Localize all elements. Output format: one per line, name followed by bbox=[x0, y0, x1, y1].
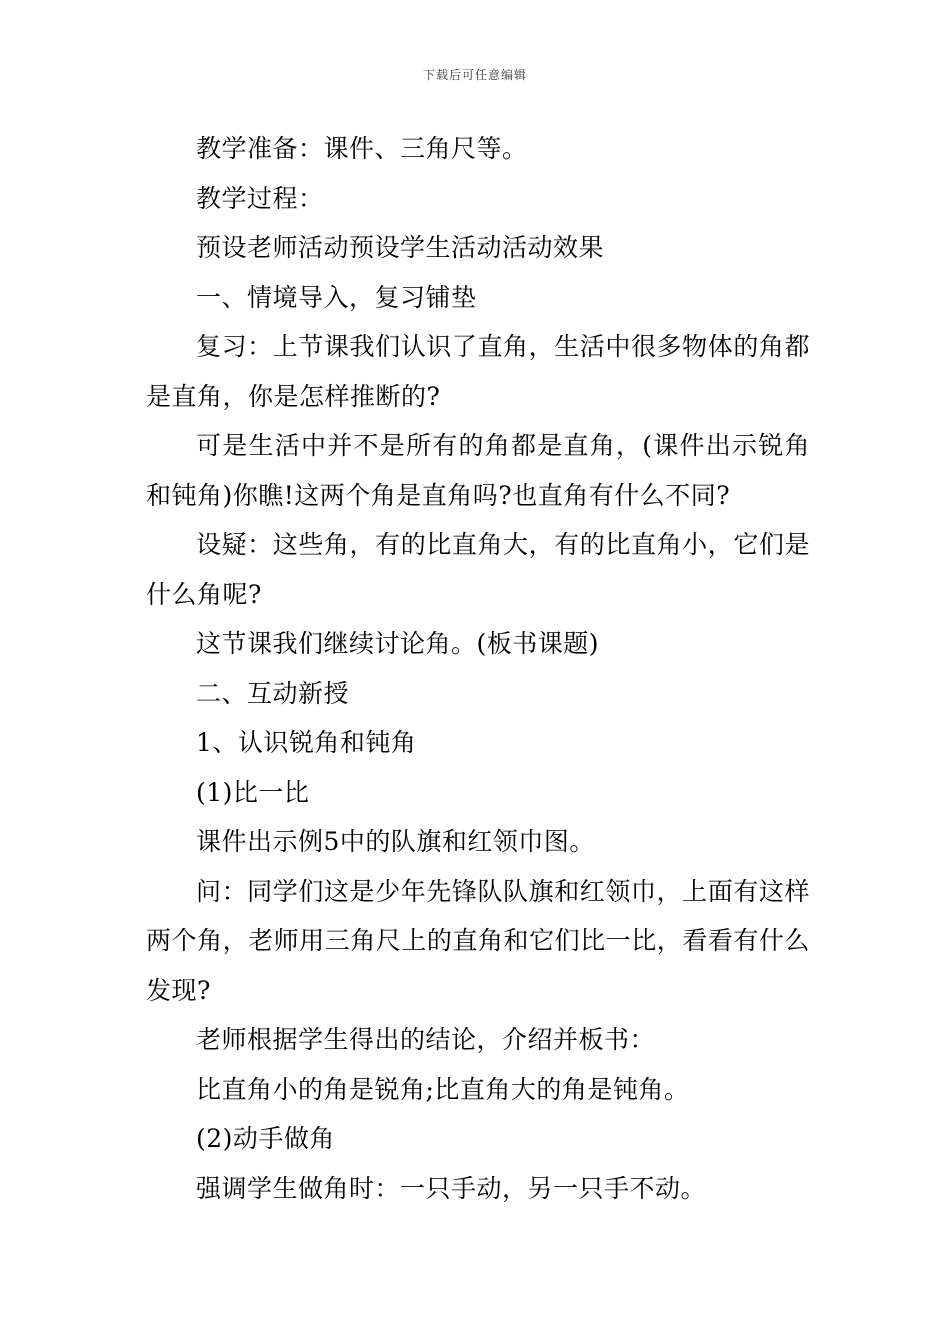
paragraph-emphasis: 强调学生做角时：一只手动，另一只手不动。 bbox=[196, 1173, 707, 1203]
subheading-compare: (1)比一比 bbox=[196, 777, 310, 807]
subheading-make-angle: (2)动手做角 bbox=[196, 1124, 335, 1153]
paragraph-process: 教学过程： bbox=[196, 183, 324, 213]
paragraph-doubt: 设疑：这些角，有的比直角大，有的比直角小，它们是什么角呢? bbox=[146, 530, 810, 609]
paragraph-definition: 比直角小的角是锐角;比直角大的角是钝角。 bbox=[196, 1074, 690, 1104]
paragraph-review: 复习：上节课我们认识了直角，生活中很多物体的角都是直角，你是怎样推断的? bbox=[146, 332, 810, 411]
paragraph-angles-question: 可是生活中并不是所有的角都是直角，(课件出示锐角和钝角)你瞧!这两个角是直角吗?也直角有什么不同? bbox=[146, 431, 810, 510]
paragraph-activity-header: 预设老师活动预设学生活动活动效果 bbox=[196, 233, 605, 262]
subheading-acute-obtuse: 1、认识锐角和钝角 bbox=[196, 728, 417, 757]
section-heading-intro: 一、情境导入，复习铺垫 bbox=[196, 282, 477, 312]
header-note: 下载后可任意编辑 bbox=[422, 68, 527, 82]
paragraph-example: 课件出示例5中的队旗和红领巾图。 bbox=[196, 827, 595, 856]
section-heading-new: 二、互动新授 bbox=[196, 678, 350, 708]
paragraph-conclusion-intro: 老师根据学生得出的结论，介绍并板书： bbox=[196, 1025, 656, 1054]
paragraph-preparation: 教学准备：课件、三角尺等。 bbox=[196, 134, 528, 163]
paragraph-lesson-topic: 这节课我们继续讨论角。(板书课题) bbox=[196, 629, 600, 658]
paragraph-question: 问：同学们这是少年先锋队队旗和红领巾，上面有这样两个角，老师用三角尺上的直角和它们比一比，看看有什么发现? bbox=[146, 876, 810, 1005]
document-body bbox=[146, 124, 810, 1213]
